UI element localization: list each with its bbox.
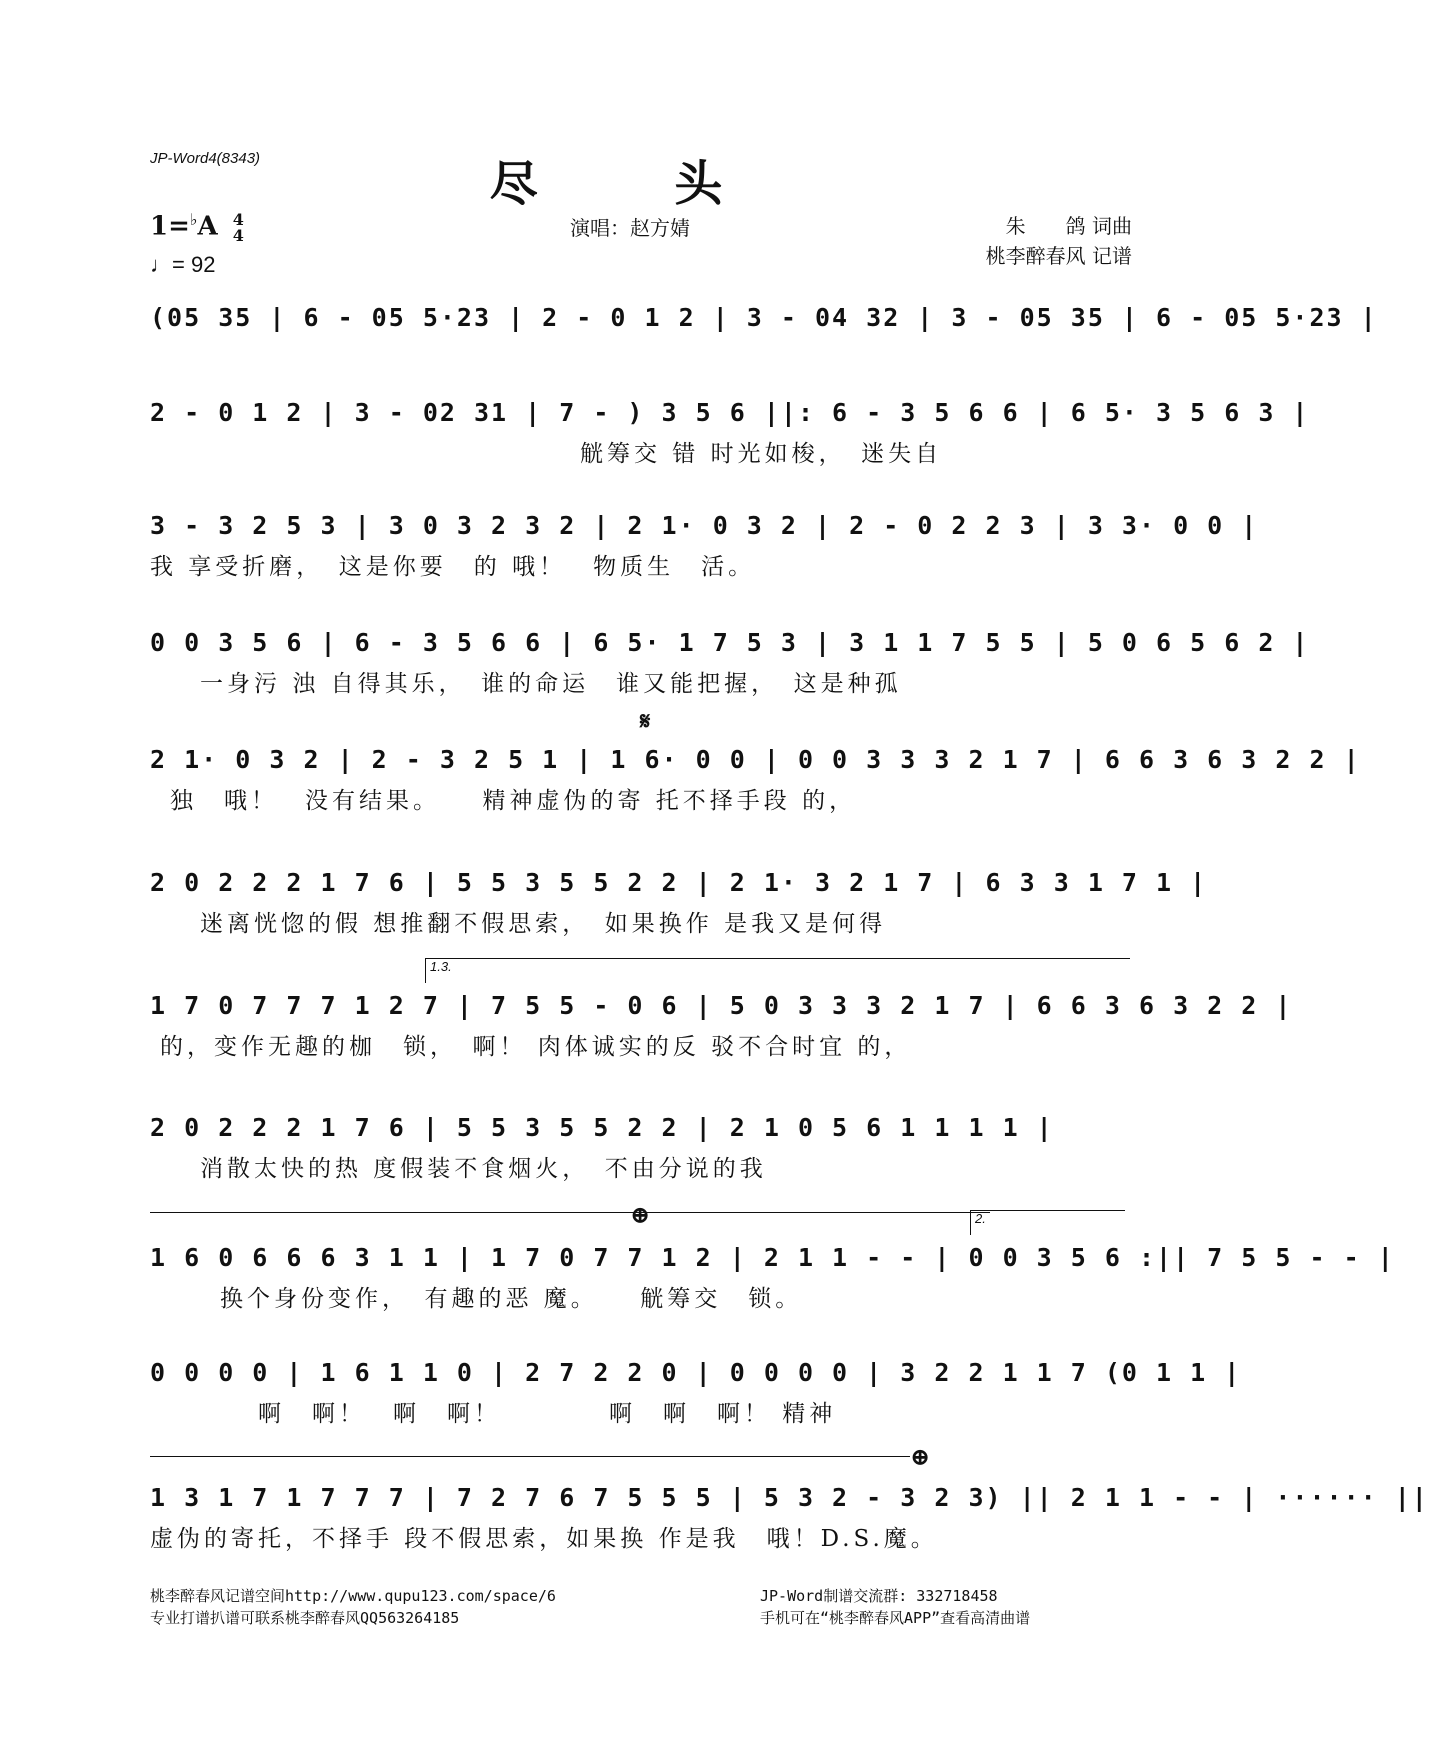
coda-line xyxy=(150,1456,910,1457)
system-10 xyxy=(150,1355,1242,1431)
coda-line xyxy=(150,1212,990,1213)
notation-line: 0 0 3 5 6 | 6 - 3 5 6 6 | 6 5· 1 7 5 3 | 3 1 1 7 5 5 | 5 0 6 5 6 2 | xyxy=(150,628,1310,657)
footer-contact: 专业打谱扒谱可联系桃李醉春风QQ563264185 xyxy=(150,1609,460,1627)
key-signature xyxy=(150,210,244,244)
notation-line: 3 - 3 2 5 3 | 3 0 3 2 3 2 | 2 1· 0 3 2 | 2 - 0 2 2 3 | 3 3· 0 0 | xyxy=(150,511,1259,540)
system-11 xyxy=(150,1442,1429,1556)
volta-bracket-2: 2. xyxy=(970,1210,1125,1235)
lyric-line: 一身污 浊 自得其乐， 谁的命运 谁又能把握， 这是种孤 xyxy=(200,671,902,697)
notation-line: 2 1· 0 3 2 | 2 - 3 2 5 1 | 1 6· 0 0 | 0 0 3 3 3 2 1 7 | 6 6 3 6 3 2 2 | xyxy=(150,745,1361,774)
lyric-line: 消散太快的热 度假装不食烟火， 不由分说的我 xyxy=(200,1156,767,1182)
lyric-line: 虚伪的寄托，不择手 段不假思索，如果换 作是我 哦！D.S.魔。 xyxy=(150,1526,938,1552)
transcriber-credit: 桃李醉春风 记谱 xyxy=(985,244,1132,268)
system-2 xyxy=(150,395,1310,471)
time-signature xyxy=(232,209,244,245)
lyric-line: 的，变作无趣的枷 锁， 啊！ 肉体诚实的反 驳不合时宜 的， xyxy=(160,1034,912,1060)
lyric-line: 独 哦！ 没有结果。 精神虚伪的寄 托不择手段 的， xyxy=(170,788,857,814)
key-prefix: 1= xyxy=(150,211,190,242)
notation-line: 2 0 2 2 2 1 7 6 | 5 5 3 5 5 2 2 | 2 1· 3 2 1 7 | 6 3 3 1 7 1 | xyxy=(150,868,1208,897)
footer-group: JP-Word制谱交流群: 332718458 xyxy=(760,1587,998,1605)
notation-line: 1 6 0 6 6 6 3 1 1 | 1 7 0 7 7 1 2 | 2 1 1 - - | 0 0 3 5 6 :|| 7 5 5 - - | xyxy=(150,1243,1395,1272)
system-7 xyxy=(150,959,1293,1064)
footer-app-note: 手机可在“桃李醉春风APP”查看高清曲谱 xyxy=(760,1609,1031,1627)
time-bottom: 4 xyxy=(232,225,244,245)
song-title: 尽 头 xyxy=(489,156,783,212)
source-tag: JP-Word4(8343) xyxy=(150,150,261,167)
flat-icon: ♭ xyxy=(189,210,198,229)
system-1 xyxy=(150,300,1378,336)
system-8 xyxy=(150,1110,1130,1186)
lyric-line: 啊 啊！ 啊 啊！ 啊 啊 啊！ 精神 xyxy=(150,1401,837,1427)
system-5 xyxy=(150,706,1361,818)
time-top: 4 xyxy=(232,209,244,229)
system-6 xyxy=(150,865,1208,941)
segno-icon: 𝄋 xyxy=(640,706,651,735)
singer-credit: 演唱：赵方婧 xyxy=(570,216,690,240)
tempo-marking: ♩= 92 xyxy=(150,252,216,277)
footer-website: 桃李醉春风记谱空间http://www.qupu123.com/space/6 xyxy=(150,1587,556,1605)
coda-icon: ⊕ xyxy=(630,1200,651,1229)
notation-line: 1 7 0 7 7 7 1 2 7 | 7 5 5 - 0 6 | 5 0 3 3 3 2 1 7 | 6 6 3 6 3 2 2 | xyxy=(150,991,1293,1020)
notation-line: (05 35 | 6 - 05 5·23 | 2 - 0 1 2 | 3 - 04 32 | 3 - 05 35 | 6 - 05 5·23 | xyxy=(150,303,1378,332)
notation-line: 2 - 0 1 2 | 3 - 02 31 | 7 - ) 3 5 6 ||: 6 - 3 5 6 6 | 6 5· 3 5 6 3 | xyxy=(150,398,1310,427)
notation-line: 1 3 1 7 1 7 7 7 | 7 2 7 6 7 5 5 5 | 5 3 2 - 3 2 3) || 2 1 1 - - | ······ || xyxy=(150,1483,1429,1512)
lyric-line: 迷离恍惚的假 想推翻不假思索， 如果换作 是我又是何得 xyxy=(200,911,887,937)
composer-credit: 朱 鸽 词曲 xyxy=(1005,214,1132,238)
system-4 xyxy=(150,625,1310,701)
system-9 xyxy=(150,1200,1395,1316)
coda-icon: ⊕ xyxy=(910,1442,931,1471)
notation-line: 0 0 0 0 | 1 6 1 1 0 | 2 7 2 2 0 | 0 0 0 0 | 3 2 2 1 1 7 (0 1 1 | xyxy=(150,1358,1242,1387)
lyric-line: 我 享受折磨， 这是你要 的 哦！ 物质生 活。 xyxy=(150,554,756,580)
volta-bracket-1-3: 1.3. xyxy=(425,958,1130,983)
key-letter: A xyxy=(197,211,218,242)
lyric-line: 换个身份变作， 有趣的恶 魔。 觥筹交 锁。 xyxy=(220,1286,803,1312)
system-3 xyxy=(150,508,1259,584)
lyric-line: 觥筹交 错 时光如梭， 迷失自 xyxy=(580,441,943,467)
notation-line: 2 0 2 2 2 1 7 6 | 5 5 3 5 5 2 2 | 2 1 0 5 6 1 1 1 1 | xyxy=(150,1113,1054,1142)
